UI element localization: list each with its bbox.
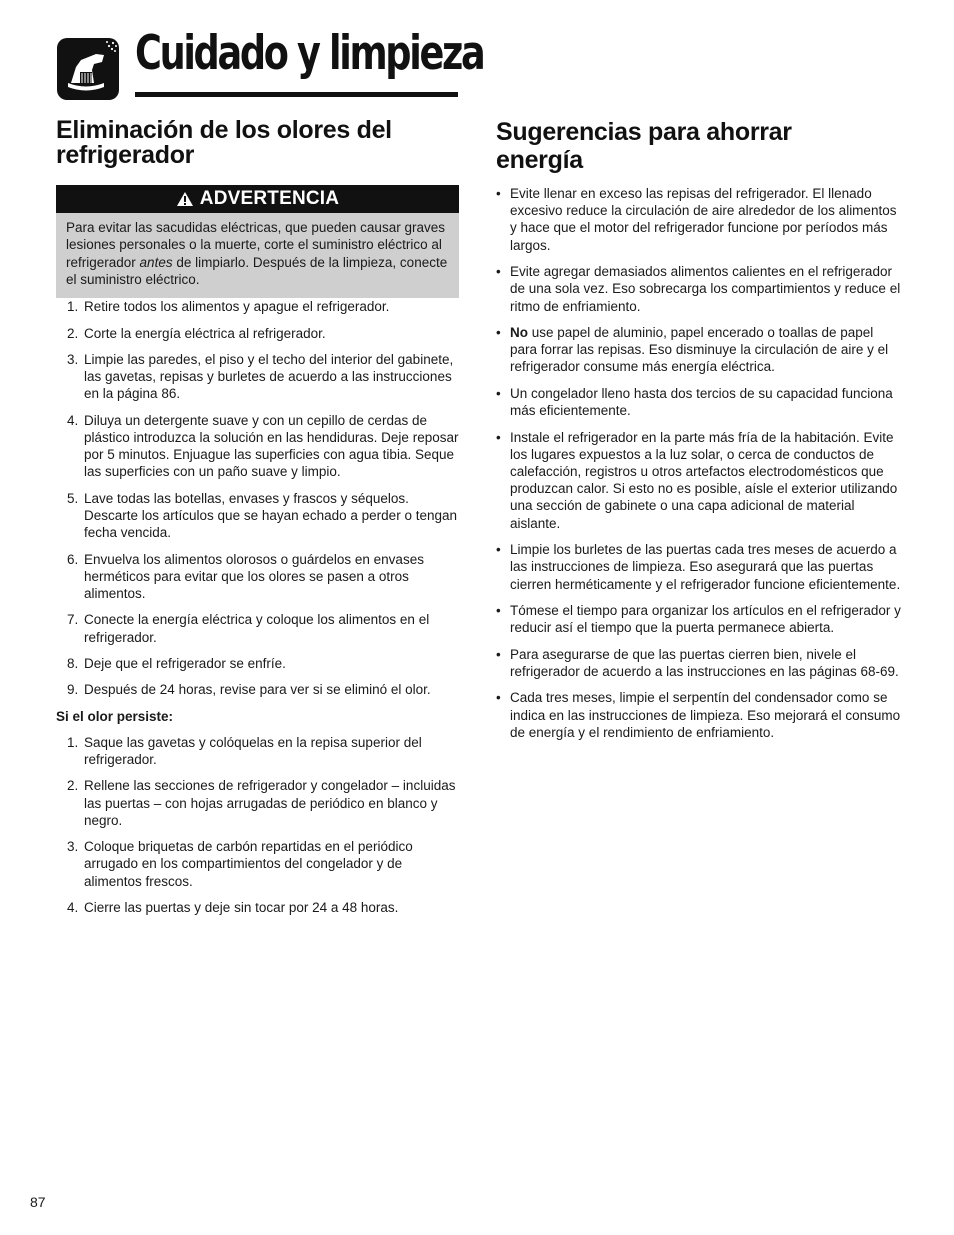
step-number: 8.	[67, 655, 79, 671]
list-item	[496, 185, 901, 254]
list-item	[56, 899, 459, 916]
bullet-icon: •	[496, 429, 501, 445]
list-item	[56, 412, 459, 481]
list-item	[56, 681, 459, 698]
step-text: Cierre las puertas y deje sin tocar por 24 a 48 horas.	[84, 899, 399, 915]
list-item	[496, 324, 901, 376]
warning-text	[56, 213, 459, 298]
step-number: 3.	[67, 839, 79, 855]
step-number: 1.	[67, 734, 79, 750]
list-item	[56, 551, 459, 603]
energy-tips-title: Sugerencias para ahorrar energía	[496, 118, 792, 174]
step-number: 9.	[67, 682, 79, 698]
list-item	[56, 734, 459, 768]
list-item	[56, 490, 459, 542]
tip-text: Evite agregar demasiados alimentos calientes en el refrigerador de una sola vez. Eso sobrecarga los compartimientos y reduce el ritmo de enfriamiento.	[510, 264, 901, 314]
page-number: 87	[30, 1194, 46, 1210]
energy-tips-section	[496, 118, 901, 750]
list-item	[496, 646, 901, 680]
spray-bottle-icon	[56, 37, 120, 101]
odor-removal-section	[56, 118, 459, 925]
list-item	[56, 351, 459, 403]
step-text: Saque las gavetas y colóquelas en la repisa superior del refrigerador.	[84, 734, 422, 767]
step-number: 5.	[67, 490, 79, 506]
bullet-icon: •	[496, 385, 501, 401]
step-text: Después de 24 horas, revise para ver si se eliminó el olor.	[84, 682, 431, 698]
step-text: Retire todos los alimentos y apague el refrigerador.	[84, 299, 390, 315]
page-title: Cuidado y limpieza	[135, 26, 484, 81]
tip-bold: No	[510, 325, 528, 341]
step-text: Limpie las paredes, el piso y el techo del interior del gabinete, las gavetas, repisas y burletes de acuerdo a las instrucciones en la página 86.	[84, 351, 454, 402]
tip-text: Evite llenar en exceso las repisas del refrigerador. El llenado excesivo reduce la circulación de aire alrededor de los alimentos y hace que el motor del refrigerador funcione por períodos más largos.	[510, 186, 897, 253]
tip-text: Tómese el tiempo para organizar los artículos en el refrigerador y reducir así el tiempo que la puerta permanece abierta.	[510, 603, 901, 636]
list-item	[56, 325, 459, 342]
tip-text: use papel de aluminio, papel encerado o toallas de papel para forrar las repisas. Eso disminuye la circulación de aire y el refrigerador consume más energía eléctrica.	[510, 325, 889, 375]
step-text: Deje que el refrigerador se enfríe.	[84, 655, 286, 671]
bullet-icon: •	[496, 325, 501, 341]
step-number: 2.	[67, 325, 79, 341]
bullet-icon: •	[496, 542, 501, 558]
warning-text-before: Para evitar las sacudidas eléctricas, que pueden causar graves lesiones personales o la muerte, corte el suministro eléctrico al refrigerador	[66, 220, 445, 270]
odor-steps-list	[56, 298, 459, 698]
persist-steps-list	[56, 734, 459, 916]
step-number: 2.	[67, 778, 79, 794]
step-number: 6.	[67, 551, 79, 567]
bullet-icon: •	[496, 186, 501, 201]
list-item	[496, 689, 901, 741]
bullet-icon: •	[496, 603, 501, 619]
step-number: 1.	[67, 299, 79, 315]
step-text: Diluya un detergente suave y con un cepillo de cerdas de plástico introduzca la solución en las hendiduras. Deje reposar por 5 minutos. Enjuague las superficies con agua tibia. Seque las superficies con un paño suave y limpio.	[84, 412, 459, 480]
list-item	[496, 541, 901, 593]
step-number: 3.	[67, 351, 79, 367]
step-text: Corte la energía eléctrica al refrigerador.	[84, 325, 326, 341]
list-item	[496, 602, 901, 636]
odor-persists-subhead: Si el olor persiste:	[56, 708, 174, 724]
list-item	[56, 611, 459, 645]
tip-text: Limpie los burletes de las puertas cada tres meses de acuerdo a las instrucciones de limpieza. Eso asegurará que las puertas cierren herméticamente y el refrigerador funcione eficientemente.	[510, 542, 901, 592]
tip-text: Para asegurarse de que las puertas cierren bien, nivele el refrigerador de acuerdo a las instrucciones en las páginas 68-69.	[510, 646, 899, 679]
warning-triangle-icon	[176, 191, 194, 207]
step-text: Rellene las secciones de refrigerador y congelador – incluidas las puertas – con hojas arrugadas de periódico en blanco y negro.	[84, 778, 456, 828]
list-item	[56, 777, 459, 829]
bullet-icon: •	[496, 690, 501, 706]
tip-text: Cada tres meses, limpie el serpentín del condensador como se indica en las instrucciones de limpieza. Eso mejorará el consumo de energía y el rendimiento de enfriamiento.	[510, 690, 901, 740]
step-number: 4.	[67, 412, 79, 428]
step-text: Conecte la energía eléctrica y coloque los alimentos en el refrigerador.	[84, 612, 430, 645]
list-item	[496, 263, 901, 315]
step-text: Coloque briquetas de carbón repartidas en el periódico arrugado en los compartimientos del congelador y de alimentos frescos.	[84, 839, 413, 889]
energy-tips-list	[496, 185, 901, 741]
step-text: Lave todas las botellas, envases y frascos y séquelos. Descarte los artículos que se hayan echado a perder o tengan fecha vencida.	[84, 490, 457, 541]
list-item	[56, 298, 459, 315]
list-item	[56, 838, 459, 890]
warning-label: ADVERTENCIA	[199, 188, 340, 209]
bullet-icon: •	[496, 264, 501, 280]
tip-text: Instale el refrigerador en la parte más fría de la habitación. Evite los lugares expuestos a la luz solar, o cerca de conductos de calefacción, registros u otros artefactos electrodomésticos que produzcan calor. Si esto no es posible, aísle el exterior utilizando una sección de gabinete o una capa adicional de material aislante.	[510, 429, 898, 531]
step-number: 4.	[67, 899, 79, 915]
step-number: 7.	[67, 612, 79, 628]
list-item	[56, 655, 459, 672]
warning-text-emphasis: antes	[139, 254, 173, 270]
warning-header	[56, 185, 459, 213]
list-item	[496, 385, 901, 419]
bullet-icon: •	[496, 646, 501, 662]
step-text: Envuelva los alimentos olorosos o guárdelos en envases herméticos para evitar que los olores se pasen a otros alimentos.	[84, 551, 424, 601]
warning-text-after: de limpiarlo. Después de la limpieza, conecte el suministro eléctrico.	[66, 254, 448, 287]
list-item	[496, 429, 901, 532]
tip-text: Un congelador lleno hasta dos tercios de su capacidad funciona más eficientemente.	[510, 385, 893, 419]
title-rule	[135, 92, 458, 97]
odor-removal-title: Eliminación de los olores del refrigerador	[56, 116, 392, 169]
warning-box	[56, 185, 459, 298]
